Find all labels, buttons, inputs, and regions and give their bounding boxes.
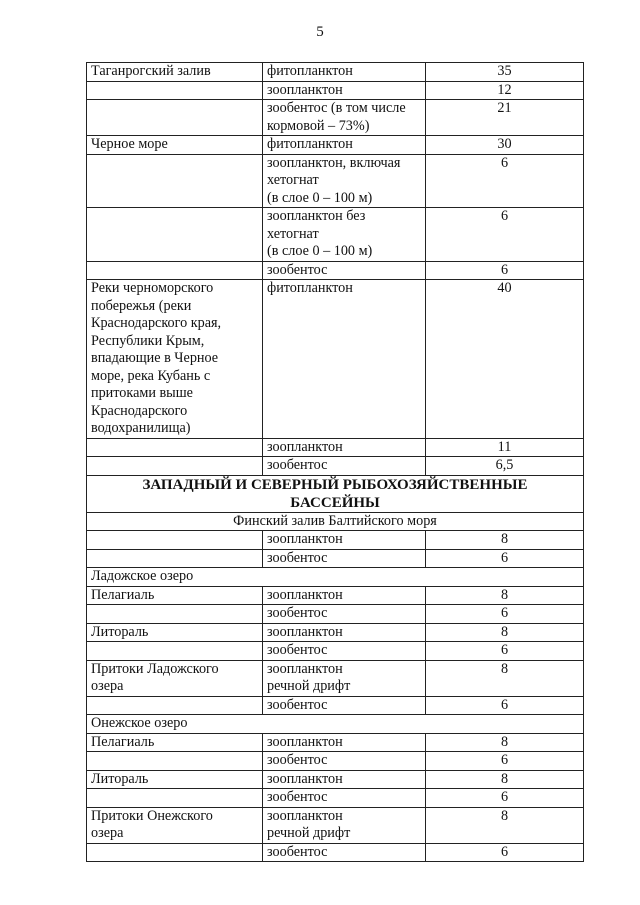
water-body-cell [87, 438, 263, 457]
water-body-cell: Пелагиаль [87, 586, 263, 605]
organism-group-cell: зоопланктон речной дрифт [263, 660, 426, 696]
water-body-cell [87, 457, 263, 476]
page-number: 5 [316, 24, 324, 40]
value-cell: 30 [426, 136, 584, 155]
organism-group-cell: зообентос [263, 752, 426, 771]
section-heading: ЗАПАДНЫЙ И СЕВЕРНЫЙ РЫБОХОЗЯЙСТВЕННЫЕ БАССЕЙНЫ [87, 475, 584, 512]
value-cell: 6 [426, 549, 584, 568]
water-body-cell: Литораль [87, 623, 263, 642]
water-body-cell: Пелагиаль [87, 733, 263, 752]
water-body-cell: Реки черноморского побережья (реки Краснодарского края, Республики Крым, впадающие в Черное море, река Кубань с притоками выше Краснодарского водохранилища) [87, 280, 263, 439]
water-body-cell [87, 154, 263, 208]
table-row [87, 531, 584, 550]
water-body-cell [87, 789, 263, 808]
water-body-cell [87, 642, 263, 661]
organism-group-cell: зообентос [263, 843, 426, 862]
table-row [87, 81, 584, 100]
table-row [87, 642, 584, 661]
value-cell: 8 [426, 531, 584, 550]
value-cell: 11 [426, 438, 584, 457]
table-row [87, 154, 584, 208]
value-cell: 35 [426, 63, 584, 82]
water-body-cell [87, 549, 263, 568]
value-cell: 6 [426, 843, 584, 862]
table-row [87, 696, 584, 715]
table-row [87, 136, 584, 155]
table-row [87, 457, 584, 476]
value-cell: 8 [426, 770, 584, 789]
value-cell: 6 [426, 789, 584, 808]
subsection-heading: Финский залив Балтийского моря [87, 512, 584, 531]
organism-group-cell: зообентос [263, 261, 426, 280]
water-body-cell: Литораль [87, 770, 263, 789]
value-cell: 21 [426, 100, 584, 136]
value-cell: 8 [426, 586, 584, 605]
table-row [87, 660, 584, 696]
table-row [87, 752, 584, 771]
water-body-cell [87, 696, 263, 715]
water-body-cell: Притоки Ладожского озера [87, 660, 263, 696]
table-row [87, 261, 584, 280]
organism-group-cell: фитопланктон [263, 63, 426, 82]
value-cell: 6 [426, 605, 584, 624]
organism-group-cell: зоопланктон [263, 531, 426, 550]
table-row [87, 549, 584, 568]
organism-group-cell: зоопланктон [263, 586, 426, 605]
table-row [87, 770, 584, 789]
water-body-cell [87, 752, 263, 771]
organism-group-cell: фитопланктон [263, 280, 426, 439]
table-row [87, 843, 584, 862]
water-body-cell [87, 843, 263, 862]
organism-group-cell: зоопланктон речной дрифт [263, 807, 426, 843]
table-row [87, 512, 584, 531]
water-body-cell: Притоки Онежского озера [87, 807, 263, 843]
organism-group-cell: зоопланктон, включая хетогнат (в слое 0 – 100 м) [263, 154, 426, 208]
table-row [87, 475, 584, 512]
value-cell: 12 [426, 81, 584, 100]
group-heading: Онежское озеро [87, 715, 584, 734]
organism-group-cell: зообентос (в том числе кормовой – 73%) [263, 100, 426, 136]
organism-group-cell: зообентос [263, 696, 426, 715]
table-row [87, 568, 584, 587]
water-body-cell [87, 531, 263, 550]
value-cell: 40 [426, 280, 584, 439]
value-cell: 6 [426, 752, 584, 771]
organism-group-cell: зообентос [263, 789, 426, 808]
organism-group-cell: зообентос [263, 457, 426, 476]
group-heading: Ладожское озеро [87, 568, 584, 587]
value-cell: 8 [426, 807, 584, 843]
organism-group-cell: зоопланктон [263, 623, 426, 642]
water-body-cell: Таганрогский залив [87, 63, 263, 82]
water-body-cell [87, 100, 263, 136]
organism-group-cell: зообентос [263, 642, 426, 661]
value-cell: 6 [426, 261, 584, 280]
table-row [87, 733, 584, 752]
value-cell: 6 [426, 154, 584, 208]
organism-group-cell: зоопланктон без хетогнат (в слое 0 – 100 м) [263, 208, 426, 262]
table-row [87, 280, 584, 439]
table-row [87, 63, 584, 82]
value-cell: 8 [426, 733, 584, 752]
table-row [87, 715, 584, 734]
organism-group-cell: зообентос [263, 605, 426, 624]
organism-group-cell: зоопланктон [263, 770, 426, 789]
water-body-cell [87, 605, 263, 624]
table-row [87, 807, 584, 843]
organism-group-cell: зообентос [263, 549, 426, 568]
biomass-table [86, 62, 584, 862]
table-row [87, 605, 584, 624]
water-body-cell [87, 81, 263, 100]
organism-group-cell: зоопланктон [263, 438, 426, 457]
value-cell: 8 [426, 660, 584, 696]
organism-group-cell: зоопланктон [263, 81, 426, 100]
table-row [87, 789, 584, 808]
water-body-cell [87, 208, 263, 262]
value-cell: 6,5 [426, 457, 584, 476]
table-body [87, 63, 584, 862]
organism-group-cell: фитопланктон [263, 136, 426, 155]
value-cell: 6 [426, 696, 584, 715]
table-row [87, 438, 584, 457]
water-body-cell [87, 261, 263, 280]
value-cell: 8 [426, 623, 584, 642]
value-cell: 6 [426, 642, 584, 661]
organism-group-cell: зоопланктон [263, 733, 426, 752]
value-cell: 6 [426, 208, 584, 262]
table-row [87, 100, 584, 136]
table-row [87, 623, 584, 642]
water-body-cell: Черное море [87, 136, 263, 155]
table-row [87, 586, 584, 605]
table-row [87, 208, 584, 262]
